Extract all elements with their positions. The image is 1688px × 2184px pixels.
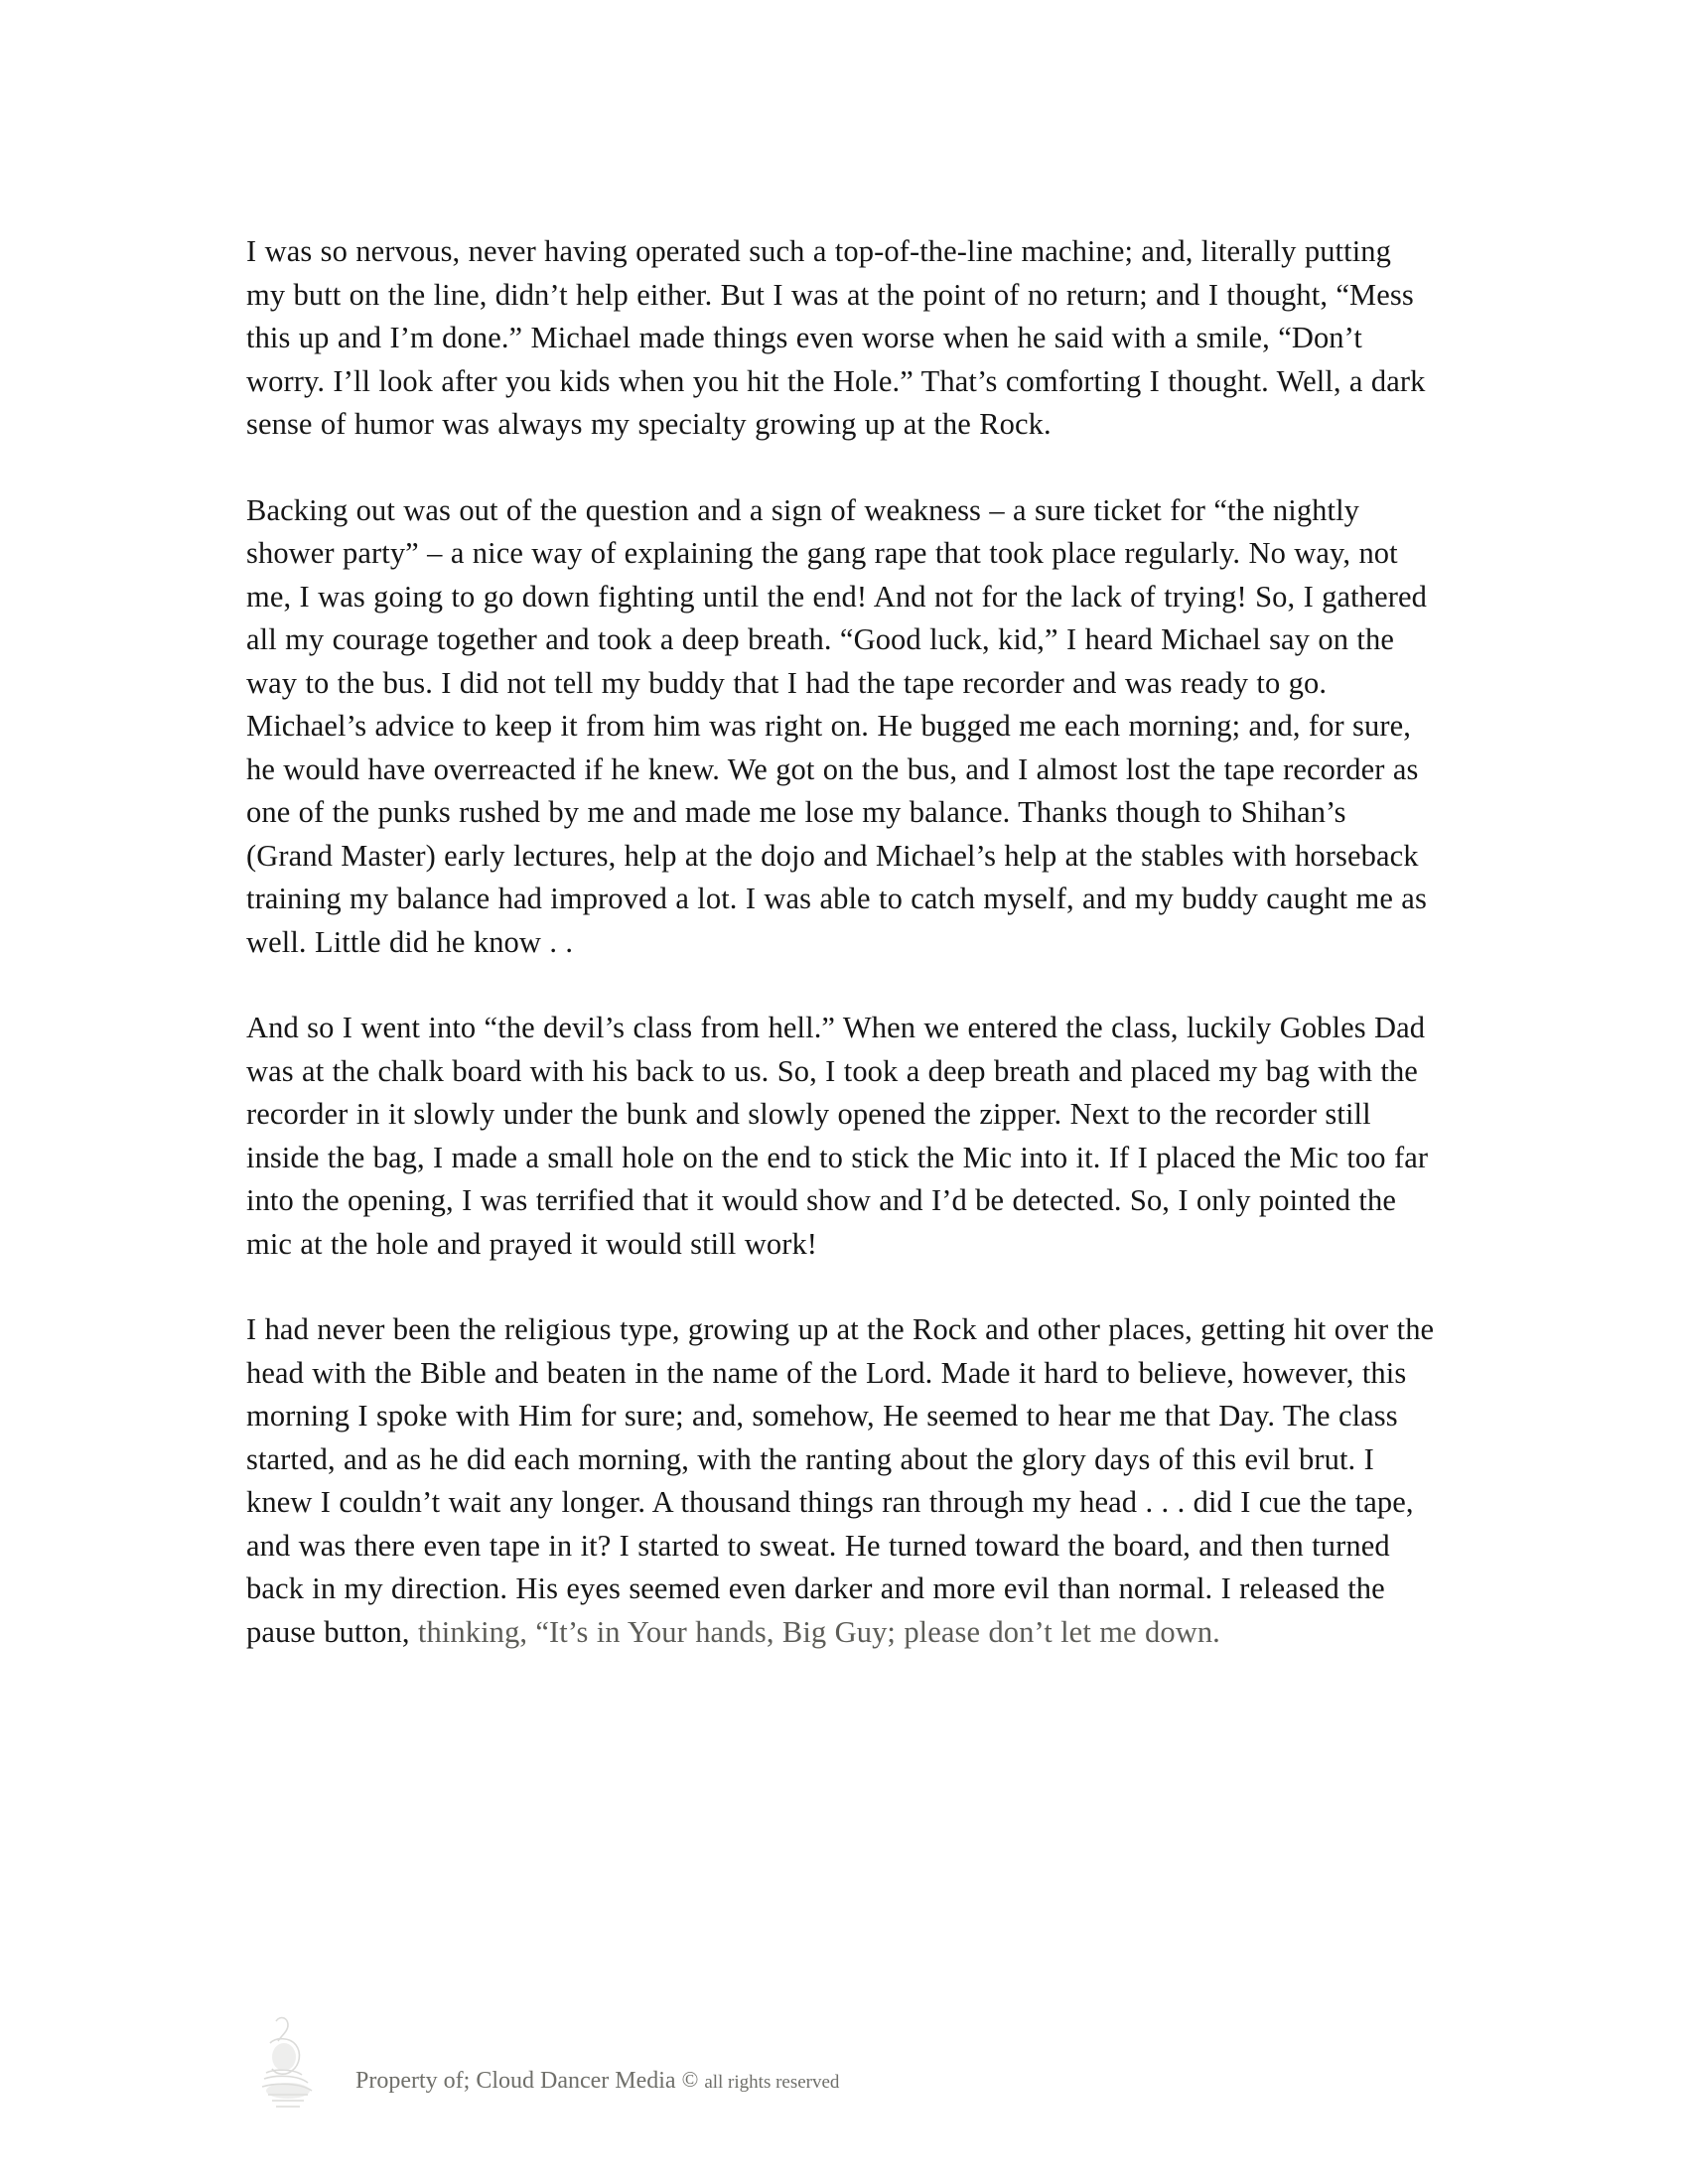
paragraph-2: Backing out was out of the question and a sign of weakness – a sure ticket for “the nightly shower party” – a nice way of explaining the gang rape that took place regularly. No way, not me, I was going to go down fighting until the end! And not for the lack of trying! So, I gathered all my courage together and took a deep breath. “Good luck, kid,” I heard Michael say on the way to the bus. I did not tell my buddy that I had the tape recorder and was ready to go. Michael’s advice to keep it from him was right on. He bugged me each morning; and, for sure, he would have overreacted if he knew. We got on the bus, and I almost lost the tape recorder as one of the punks rushed by me and made me lose my balance. Thanks though to Shihan’s (Grand Master) early lectures, help at the dojo and Michael’s help at the stables with horseback training my balance had improved a lot. I was able to catch myself, and my buddy caught me as well. Little did he know . . [246,492,1427,959]
page-footer [246,2005,1438,2134]
footer-rights-text: all rights reserved [704,2072,840,2093]
copyright-icon: © [681,2067,699,2092]
footer-copyright-line [355,2067,839,2095]
paragraph-4-main: I had never been the religious type, growing up at the Rock and other places, getting hit over the head with the Bible and beaten in the name of the Lord. Made it hard to believe, however, this morning I spoke with Him for sure; and, somehow, He seemed to hear me that Day. The class started, and as he did each morning, with the ranting about the glory days of this evil brut. I knew I couldn’t wait any longer. A thousand things ran through my head . . . did I cue the tape, and was there even tape in it? I started to sweat. He turned toward the board, and then turned back in my direction. His eyes seemed even darker and more evil than normal. I released the pause button, [246,1312,1435,1649]
paragraph-1: I was so nervous, never having operated such a top-of-the-line machine; and, literally putting my butt on the line, didn’t help either. But I was at the point of no return; and I thought, “Mess this up and I’m done.” Michael made things even worse when he said with a smile, “Don’t worry. I’ll look after you kids when you hit the Hole.” That’s comforting I thought. Well, a dark sense of humor was always my specialty growing up at the Rock. [246,234,1426,441]
footer-property-text: Property of; Cloud Dancer Media [355,2068,676,2094]
paragraph-4 [246,1308,1438,1654]
paragraph-3: And so I went into “the devil’s class from hell.” When we entered the class, luckily Gobles Dad was at the chalk board with his back to us. So, I took a deep breath and placed my bag with the recorder in it slowly under the bunk and slowly opened the zipper. Next to the recorder still inside the bag, I made a small hole on the end to stick the Mic into it. If I placed the Mic too far into the opening, I was terrified that it would show and I’d be detected. So, I only pointed the mic at the hole and prayed it would still work! [246,1011,1429,1261]
document-body [246,230,1438,1654]
cloud-dancer-media-watermark-icon [246,2013,334,2122]
paragraph-4-faded-tail: thinking, “It’s in Your hands, Big Guy; please don’t let me down. [417,1614,1220,1649]
